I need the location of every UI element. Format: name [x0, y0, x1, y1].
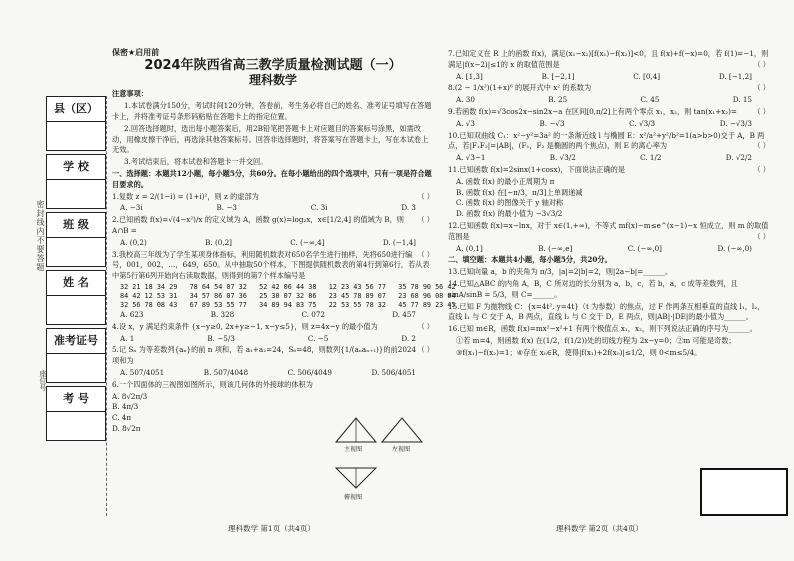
question-3: （ ） 3.我校高三年级为了学生某项身体指标，利用随机数表对650名学生进行抽样，先将650进行编号，001，002，…，649，650。从中抽取50个样本，下图提供随机数表的第4行到第6行，若从表中第5行第6列开始向右读取数据，则得到的第7个样本编号是: [112, 249, 434, 281]
binding-strip: [46, 96, 106, 484]
question-11: （ ） 11.已知函数 f(x)=2sinx(1+cosx)，下面说法正确的是: [448, 164, 770, 174]
score-box: [700, 468, 788, 516]
note-3: 3.考试结束后，将本试卷和答题卡一并交回。: [124, 157, 268, 167]
side-view-label: 左视图: [392, 446, 411, 453]
field-seat-no[interactable]: 考 号: [46, 386, 106, 441]
question-6: 6.一个四面体的三视图如图所示，则该几何体的外接球的体积为: [112, 379, 313, 389]
left-column: [112, 48, 456, 435]
random-table-row-4: 32 21 18 34 29 78 64 54 07 32 52 42 06 44 38 12 23 43 56 77 35 78 90 56 42: [120, 282, 456, 291]
options-1: A. −3i B. −3 C. 3i D. 3: [120, 203, 416, 213]
field-class[interactable]: 班 级: [46, 212, 106, 267]
seal-line: [106, 96, 107, 516]
question-1: （ ） 1.复数 z = 2/(1−i) = (1+i)²，则 z 的虚部为: [112, 191, 434, 201]
options-4: A. 1 B. −5/3 C. −5 D. 2: [120, 333, 416, 343]
options-12: A. (0,1] B. (−∞,e] C. (−∞,0] D. (−∞,0): [456, 243, 752, 253]
question-5: （ ） 5.记 Sₙ 为等差数列{aₙ}的前 n 项和，若 a₁+a₂=24，S₆=48，则数列{1/(aₙaₙ₊₁)}的前2024项和为: [112, 345, 434, 366]
question-12: 12.已知函数 f(x)=x−lnx，对于 x∈(1,+∞)，不等式 mf(x)−m≤e^(x−1)−x 恒成立，则 m 的取值范围是 （ ）: [448, 220, 770, 241]
options-6: A. 8√2π/3 B. 4π/3 C. 4π D. 8√2π: [112, 391, 148, 433]
field-county[interactable]: 县（区）: [46, 96, 106, 151]
three-view-drawing: [330, 412, 426, 522]
options-10: A. √3−1 B. √3/2 C. 1/2 D. √2/2: [456, 153, 752, 163]
question-10: 10.已知双曲线 C₁：x²−y²=3a² 的一条渐近线 l 与椭圆 E：x²/a²+y²/b²=1(a>b>0)交于 A，B 两点，若|F₁F₂|=|AB|，(F₁，F₂ 是椭圆的两个焦点)，则 E 的离心率为 （ ）: [448, 130, 770, 151]
field-exam-id[interactable]: 准考证号: [46, 328, 106, 383]
section-choice: 一、选择题：本题共12小题，每小题5分，共60分。在每小题给出的四个选项中，只有一项是符合题目要求的。: [112, 168, 432, 189]
note-1: 1.本试卷满分150分，考试时间120分钟，答卷前，考生务必将自己的姓名、准考证号填写在答题卡上，并将准考证号条形码粘贴在答题卡上的指定位置。: [112, 101, 432, 121]
section-fill: 二、填空题：本题共4小题，每小题5分，共20分。: [448, 255, 612, 265]
question-9: 9.若函数 f(x)=√3cos2x−sin2x−a 在区间[0,π/2]上有两个零点 x₁，x₂，则 tan(x₁+x₂)= （ ）: [448, 106, 770, 116]
right-column: [448, 48, 770, 360]
options-9: A. √3 B. −√3 C. √3/3 D. −√3/3: [456, 118, 752, 128]
field-school[interactable]: 学 校: [46, 154, 106, 209]
front-view-label: 主视图: [344, 446, 363, 453]
footer-page-2: 理科数学 第2页（共4页）: [556, 524, 643, 533]
exam-title: 2024年陕西省高三教学质量检测试题（一）: [144, 57, 402, 73]
three-view-figure: [330, 412, 426, 522]
random-table-row-6: 32 56 78 08 43 67 89 53 55 77 34 89 94 83 75 22 53 55 78 32 45 77 89 23 45: [120, 300, 456, 309]
options-7: A. [1,3] B. [−2,1] C. [0,4] D. [−1,2]: [456, 71, 752, 81]
question-7: 7.已知定义在 R 上的函数 f(x)，满足(x₁−x₂)[f(x₁)−f(x₂)]<0，且 f(x)+f(−x)=0，若 f(1)=−1，则满足|f(x−2)|≤1的 x 的取值范围是 （ ）: [448, 49, 770, 69]
question-15: 15.已知 F 为抛物线 C：{x=4t², y=4t}（t 为参数）的焦点，过 F 作两条互相垂直的直线 l₁，l₂，直线 l₁ 与 C 交于 A，B 两点，直线 l₂ 与 C 交于 D，E 两点，则|AB|·|DE|的最小值为______。: [448, 301, 765, 322]
options-11: A. 函数 f(x) 的最小正周期为 π B. 函数 f(x) 在[−π/3，π/3]上单调递减 C. 函数 f(x) 的图像关于 y 轴对称 D. 函数 f(x) 的最小值为 −3√3/2: [456, 176, 583, 219]
options-8: A. 30 B. 25 C. 45 D. 15: [456, 95, 752, 105]
secret-mark: 保密★启用前: [112, 48, 160, 57]
top-view-label: 俯视图: [344, 494, 363, 501]
question-16-item-a: ①若 m=4，则函数 f(x) 在(1/2，f(1/2))处的切线方程为 2x−y=0；②m 可能是奇数；: [456, 335, 736, 345]
note-2: 2.回答选择题时，选出每小题答案后，用2B铅笔把答题卡上对应题目的答案标号涂黑，如需改动，用橡皮擦干净后，再选涂其他答案标号。回答非选择题时，将答案写在答题卡上，写在本试卷上无效。: [112, 123, 429, 155]
options-3: A. 623 B. 328 C. 072 D. 457: [120, 309, 416, 319]
question-4: （ ） 4.设 x，y 满足约束条件 {x−y≥0, 2x+y≥−1, x−y≤5}，则 z=4x−y 的最小值为: [112, 321, 434, 331]
question-14: 14.已知△ABC 的内角 A，B，C 所对边的长分别为 a，b，c，若 b，a，c 成等差数列，且 sinA/sinB = 5/3，则 C=______。: [448, 278, 738, 299]
binding-note: 密封线内不要答题: [36, 200, 45, 272]
question-13: 13.已知向量 a，b 的夹角为 π/3，|a|=2|b|=2，则|2a−b|=______。: [448, 267, 673, 277]
question-2: （ ） 2.已知函数 f(x)=√(4−x²)/x 的定义域为 A，函数 g(x)=log₂x，x∈[1/2,4] 的值域为 B，则 A∩B =: [112, 215, 434, 235]
footer-page-1: 理科数学 第1页（共4页）: [228, 524, 315, 533]
exam-subject: 理科数学: [248, 72, 297, 87]
field-name[interactable]: 姓 名: [46, 270, 106, 325]
random-table-row-5: 84 42 12 53 31 34 57 86 07 36 25 30 07 32 86 23 45 78 89 07 23 68 96 08 04: [120, 291, 456, 300]
binding-note-bottom: 座位号: [39, 370, 47, 391]
options-5: A. 507/4051 B. 507/4048 C. 506/4049 D. 506/4051: [120, 367, 416, 377]
question-8: （ ） 8.(2 − 1/x²)(1+x)⁶ 的展开式中 x² 的系数为: [448, 83, 770, 93]
notes-title: 注意事项：: [112, 89, 148, 99]
question-16-item-b: ③f(x₁)−f(x₂)=1；④存在 x₀∈R，使得|f(x₁)+2f(x₀)|≤1/2，则 0<m≤5/4。: [456, 347, 702, 357]
question-16: 16.已知 m∈R，函数 f(x)=mx²−x²+1 有两个极值点 x₁，x₂，则下列说法正确的序号为______。: [448, 324, 757, 334]
options-2: A. (0,2) B. (0,2] C. (−∞,4] D. (−1,4]: [120, 237, 416, 247]
